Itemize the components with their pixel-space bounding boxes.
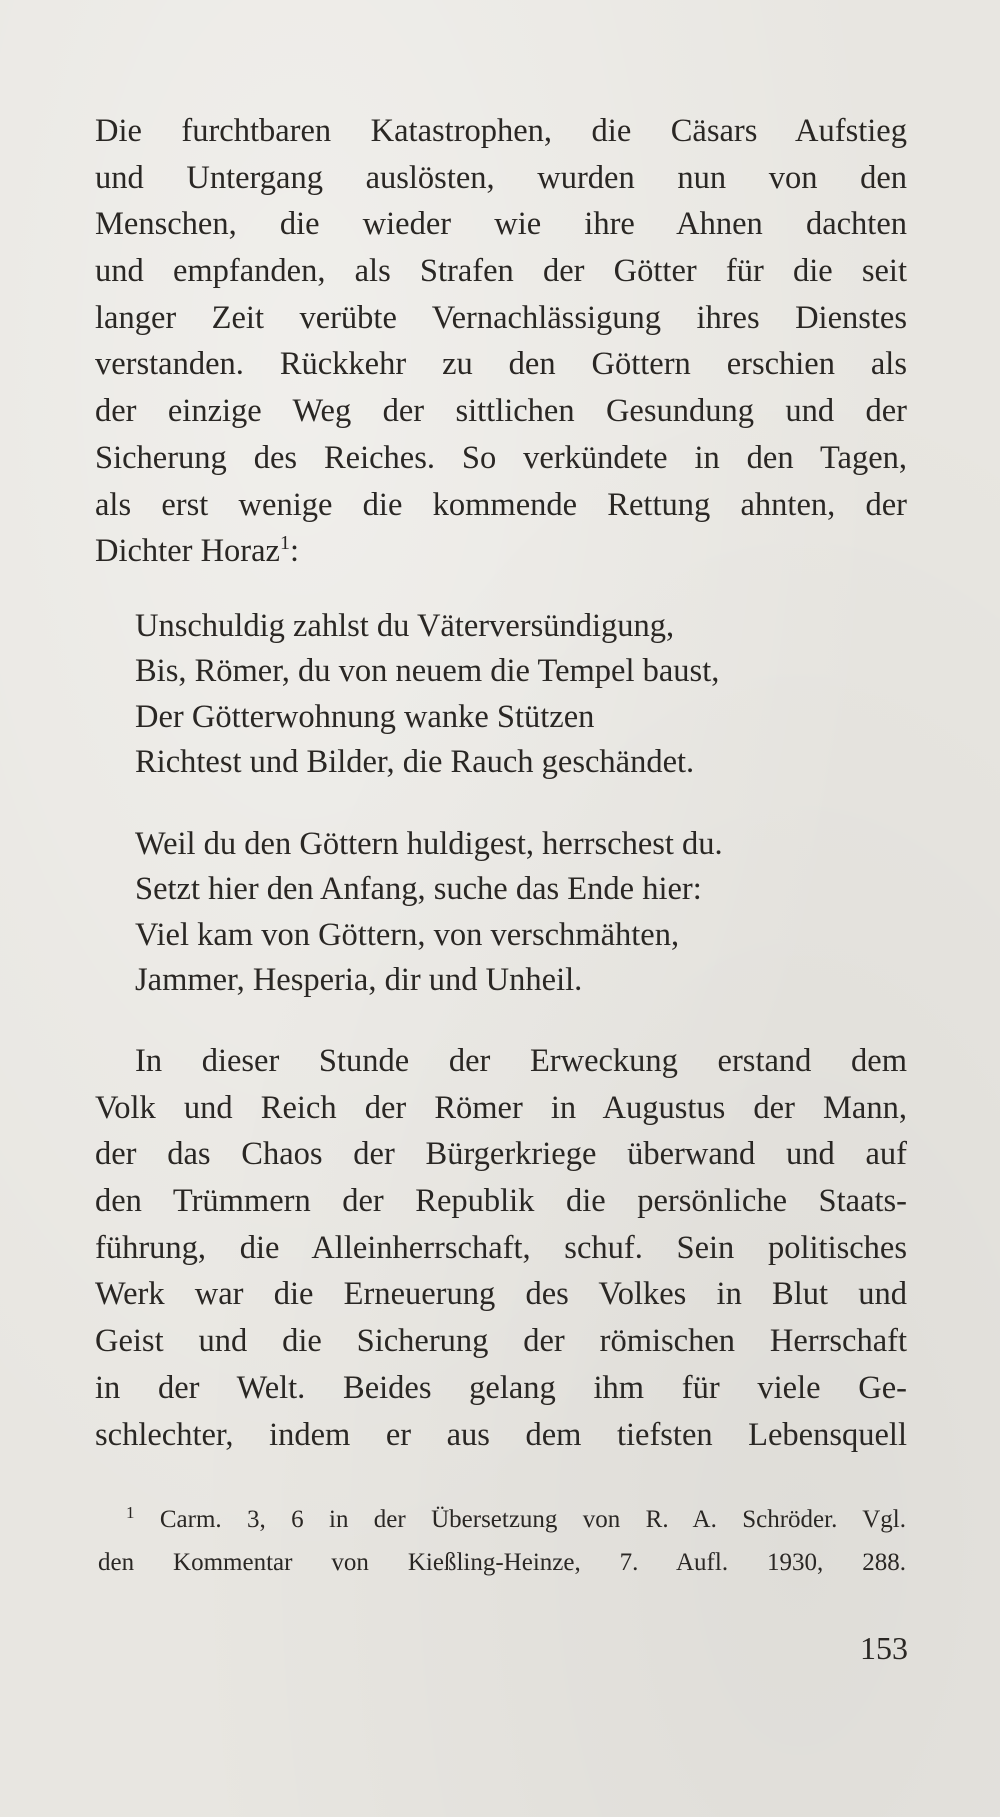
footnote-reference: 1 <box>279 532 290 555</box>
verse-line: Unschuldig zahlst du Väterversündigung, <box>135 608 675 644</box>
text-line: langer Zeit verübte Vernachlässigung ihres Dienstes <box>95 299 907 336</box>
text-line: als erst wenige die kommende Rettung ahnten, der <box>95 486 907 523</box>
text-line: der einzige Weg der sittlichen Gesundung und der <box>95 393 907 430</box>
text-line: Geist und die Sicherung der römischen Herrschaft <box>95 1323 907 1360</box>
footnote-line-2: den Kommentar von Kießling-Heinze, 7. Aufl. 1930, 288. <box>98 1549 906 1576</box>
paragraph-1 <box>95 108 907 575</box>
text-line: Volk und Reich der Römer in Augustus der Mann, <box>95 1089 907 1126</box>
colon: : <box>289 533 300 570</box>
text-line: verstanden. Rückkehr zu den Göttern erschien als <box>95 346 907 383</box>
footnote-marker: 1 <box>126 1503 135 1522</box>
verse-stanza-1 <box>135 604 915 785</box>
text-line-last <box>95 528 907 575</box>
verse-line: Weil du den Göttern huldigest, herrschest du. <box>135 826 723 862</box>
footnote <box>98 1498 906 1584</box>
text-line: der das Chaos der Bürgerkriege überwand und auf <box>95 1136 907 1173</box>
footnote-text-1: Carm. 3, 6 in der Übersetzung von R. A. Schröder. Vgl. <box>159 1506 907 1533</box>
page-number: 153 <box>860 1630 908 1666</box>
verse-stanza-2 <box>135 822 915 1003</box>
text-line: in der Welt. Beides gelang ihm für viele Ge- <box>95 1369 907 1406</box>
text-line: und empfanden, als Strafen der Götter für die seit <box>95 253 907 290</box>
text-line-content: Dichter Horaz <box>95 533 280 570</box>
verse-line: Setzt hier den Anfang, suche das Ende hier: <box>135 871 702 908</box>
text-line: Sicherung des Reiches. So verkündete in den Tagen, <box>95 439 907 476</box>
text-line: Die furchtbaren Katastrophen, die Cäsars Aufstieg <box>95 113 907 149</box>
verse-line: Viel kam von Göttern, von verschmähten, <box>135 916 680 953</box>
verse-line: Bis, Römer, du von neuem die Tempel baust, <box>135 653 720 690</box>
paragraph-2 <box>95 1038 907 1458</box>
text-line: In dieser Stunde der Erweckung erstand dem <box>135 1043 907 1079</box>
verse-line: Richtest und Bilder, die Rauch geschändet. <box>135 743 695 780</box>
text-line: führung, die Alleinherrschaft, schuf. Sein politisches <box>95 1229 907 1266</box>
verse-line: Jammer, Hesperia, dir und Unheil. <box>135 961 583 998</box>
footnote-line-1 <box>98 1498 906 1541</box>
verse-line: Der Götterwohnung wanke Stützen <box>135 698 595 735</box>
text-line: Menschen, die wieder wie ihre Ahnen dachten <box>95 206 907 243</box>
text-line: Werk war die Erneuerung des Volkes in Blut und <box>95 1276 907 1313</box>
text-line: den Trümmern der Republik die persönliche Staats- <box>95 1183 907 1220</box>
text-line: und Untergang auslösten, wurden nun von den <box>95 159 907 196</box>
text-line: schlechter, indem er aus dem tiefsten Lebensquell <box>95 1416 907 1453</box>
